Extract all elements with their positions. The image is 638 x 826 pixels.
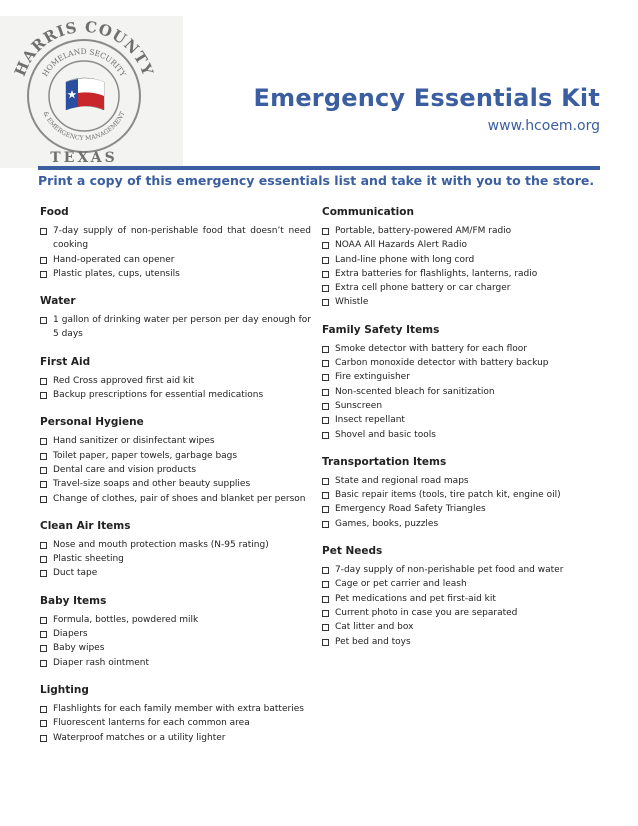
section-spacer	[322, 531, 597, 544]
checkbox-icon[interactable]	[322, 346, 329, 353]
logo	[0, 16, 183, 168]
checklist-section	[322, 323, 597, 442]
checkbox-icon[interactable]	[322, 521, 329, 528]
checklist-item	[322, 620, 597, 634]
checkbox-icon[interactable]	[40, 570, 47, 577]
checkbox-icon[interactable]	[322, 360, 329, 367]
checkbox-icon[interactable]	[40, 617, 47, 624]
checkbox-icon[interactable]	[322, 228, 329, 235]
checklist-item-label: NOAA All Hazards Alert Radio	[335, 240, 468, 251]
checklist-item	[322, 385, 597, 399]
website-link[interactable]: www.hcoem.org	[487, 118, 600, 134]
checkbox-icon[interactable]	[322, 242, 329, 249]
checklist-item	[322, 399, 597, 413]
checklist-item-label: Extra batteries for flashlights, lanterns, radio	[335, 268, 538, 279]
checklist-item	[322, 606, 597, 620]
checklist-item	[40, 566, 311, 580]
checklist-item-label: Diaper rash ointment	[53, 657, 150, 668]
checklist-item	[40, 224, 311, 253]
checkbox-icon[interactable]	[40, 660, 47, 667]
checklist-item-label: Nose and mouth protection masks (N-95 rating)	[53, 539, 269, 550]
checklist-item	[322, 635, 597, 649]
checklist-item-label: Hand sanitizer or disinfectant wipes	[53, 436, 215, 447]
checkbox-icon[interactable]	[40, 645, 47, 652]
svg-text:HOMELAND SECURITY	[40, 47, 128, 79]
checklist-item-label: Formula, bottles, powdered milk	[53, 614, 199, 625]
section-spacer	[40, 402, 311, 415]
checklist-item	[322, 474, 597, 488]
checklist-item-label: Pet medications and pet first-aid kit	[335, 593, 496, 604]
checklist-item	[322, 517, 597, 531]
left-column	[40, 205, 311, 745]
checkbox-icon[interactable]	[322, 299, 329, 306]
checklist-item-label: Smoke detector with battery for each floor	[335, 343, 527, 354]
checklist-item-label: Red Cross approved first aid kit	[53, 375, 195, 386]
checklist-item	[322, 295, 597, 309]
checkbox-icon[interactable]	[322, 257, 329, 264]
checklist-item	[40, 613, 311, 627]
checklist-section	[322, 205, 597, 310]
section-title: Water	[40, 295, 76, 308]
checklist-item-label: 1 gallon of drinking water per person per day enough for 5 days	[53, 315, 311, 340]
checklist-item-label: Land-line phone with long cord	[335, 254, 475, 265]
section-title: Personal Hygiene	[40, 416, 144, 429]
checklist-item	[40, 552, 311, 566]
checklist-item-label: Portable, battery-powered AM/FM radio	[335, 226, 512, 236]
checklist-item	[40, 374, 311, 388]
checklist-section	[40, 594, 311, 670]
logo-bottom-text: TEXAS	[50, 150, 118, 166]
header-divider	[38, 166, 600, 170]
checklist-item-label: Plastic plates, cups, utensils	[53, 268, 180, 279]
checkbox-icon[interactable]	[322, 432, 329, 439]
checkbox-icon[interactable]	[40, 317, 47, 324]
checklist-item-label: Extra cell phone battery or car charger	[335, 283, 511, 294]
checklist-section	[40, 415, 311, 505]
checkbox-icon[interactable]	[322, 610, 329, 617]
checklist-item-label: Fluorescent lanterns for each common area	[53, 718, 250, 729]
checklist-item	[40, 313, 311, 342]
section-spacer	[40, 506, 311, 519]
checklist-item-label: Flashlights for each family member with extra batteries	[53, 703, 304, 714]
checkbox-icon[interactable]	[322, 478, 329, 485]
checklist-item	[40, 449, 311, 463]
checklist-item-label: Hand-operated can opener	[53, 254, 175, 265]
section-spacer	[40, 281, 311, 294]
checkbox-icon[interactable]	[40, 720, 47, 727]
checkbox-icon[interactable]	[40, 378, 47, 385]
checkbox-icon[interactable]	[40, 735, 47, 742]
logo-ring-lower: & EMERGENCY MANAGEMENT	[41, 110, 127, 143]
section-title: First Aid	[40, 355, 91, 368]
checklist-item	[40, 627, 311, 641]
checkbox-icon[interactable]	[40, 542, 47, 549]
checkbox-icon[interactable]	[322, 506, 329, 513]
checkbox-icon[interactable]	[40, 271, 47, 278]
checklist-item-label: Travel-size soaps and other beauty supplies	[53, 479, 251, 490]
checklist-item-label: Dental care and vision products	[53, 464, 197, 475]
checklist-item-label: Shovel and basic tools	[335, 429, 436, 440]
checklist-item	[322, 502, 597, 516]
checklist-section	[322, 544, 597, 649]
checklist-item	[322, 428, 597, 442]
checklist-item	[322, 370, 597, 384]
checklist-item	[322, 224, 597, 238]
checklist-section	[40, 205, 311, 281]
checklist-item	[322, 592, 597, 606]
page-title: Emergency Essentials Kit	[253, 84, 600, 112]
checkbox-icon[interactable]	[40, 438, 47, 445]
checklist-item	[322, 356, 597, 370]
section-title: Pet Needs	[322, 545, 383, 558]
checklist-section	[40, 355, 311, 403]
checklist-item-label: Backup prescriptions for essential medications	[53, 390, 264, 401]
checklist-item-label: State and regional road maps	[335, 475, 469, 486]
checklist-item	[40, 253, 311, 267]
section-title: Transportation Items	[322, 455, 447, 468]
texas-flag-icon	[66, 78, 104, 110]
instruction-text: Print a copy of this emergency essentials list and take it with you to the store.	[38, 173, 595, 188]
checkbox-icon[interactable]	[322, 624, 329, 631]
checklist-item	[322, 281, 597, 295]
checkbox-icon[interactable]	[40, 467, 47, 474]
checklist-item-label: Baby wipes	[53, 643, 105, 654]
checklist-item-label: 7-day supply of non-perishable pet food and water	[335, 565, 564, 576]
checkbox-icon[interactable]	[40, 453, 47, 460]
checklist-item-label: Basic repair items (tools, tire patch kit, engine oil)	[335, 490, 561, 501]
checkbox-icon[interactable]	[322, 403, 329, 410]
section-title: Communication	[322, 206, 414, 218]
checklist-item	[40, 656, 311, 670]
checklist-item-label: Cage or pet carrier and leash	[335, 579, 467, 590]
checkbox-icon[interactable]	[40, 556, 47, 563]
checkbox-icon[interactable]	[40, 257, 47, 264]
checklist-section	[40, 294, 311, 342]
checkbox-icon[interactable]	[40, 496, 47, 503]
checkbox-icon[interactable]	[40, 631, 47, 638]
checklist-item	[322, 413, 597, 427]
checklist-item-label: Plastic sheeting	[53, 554, 124, 565]
section-spacer	[322, 442, 597, 455]
checkbox-icon[interactable]	[40, 392, 47, 399]
checklist-item-label: Change of clothes, pair of shoes and blanket per person	[53, 493, 306, 504]
checkbox-icon[interactable]	[322, 389, 329, 396]
checklist-item-label: Duct tape	[53, 568, 98, 579]
checklist-item-label: Current photo in case you are separated	[335, 607, 518, 618]
checklist-item	[40, 641, 311, 655]
section-spacer	[322, 310, 597, 323]
checkbox-icon[interactable]	[322, 271, 329, 278]
right-column	[322, 205, 597, 649]
checklist-item	[40, 731, 311, 745]
checkbox-icon[interactable]	[322, 285, 329, 292]
checkbox-icon[interactable]	[40, 481, 47, 488]
section-title: Family Safety Items	[322, 323, 440, 336]
checklist-item-label: Fire extinguisher	[335, 372, 410, 383]
checklist-item	[40, 716, 311, 730]
checklist-item-label: Cat litter and box	[335, 622, 414, 633]
checklist-item	[322, 238, 597, 252]
checkbox-icon[interactable]	[322, 581, 329, 588]
checklist-item	[322, 577, 597, 591]
checklist-item-label: Non-scented bleach for sanitization	[335, 386, 495, 397]
checklist-item	[322, 342, 597, 356]
section-spacer	[40, 670, 311, 683]
harris-county-seal-icon	[0, 16, 183, 168]
checklist-item-label: Sunscreen	[335, 400, 383, 411]
logo-top-text: HARRIS COUNTY	[10, 17, 158, 79]
checklist-item-label: Toilet paper, paper towels, garbage bags	[53, 450, 238, 461]
checklist-section	[322, 455, 597, 531]
checkbox-icon[interactable]	[322, 639, 329, 646]
checklist-item-label: Whistle	[335, 297, 369, 308]
checklist-item-label: 7-day supply of non-perishable food that doesn’t need cooking	[53, 226, 311, 251]
checklist-item	[322, 267, 597, 281]
checklist-item	[40, 463, 311, 477]
checklist-item	[40, 267, 311, 281]
section-spacer	[40, 342, 311, 355]
checklist-item	[40, 388, 311, 402]
checklist-item-label: Insect repellant	[335, 415, 405, 426]
checklist-item	[322, 563, 597, 577]
checklist-item-label: Waterproof matches or a utility lighter	[53, 732, 226, 743]
checkbox-icon[interactable]	[40, 228, 47, 235]
checkbox-icon[interactable]	[40, 706, 47, 713]
checklist-item	[322, 488, 597, 502]
section-title: Lighting	[40, 683, 89, 696]
section-title: Food	[40, 206, 69, 218]
section-title: Baby Items	[40, 594, 107, 607]
checklist-item	[40, 492, 311, 506]
checklist-item-label: Emergency Road Safety Triangles	[335, 504, 486, 515]
checklist-section	[40, 519, 311, 581]
checkbox-icon[interactable]	[322, 596, 329, 603]
checklist-item	[40, 477, 311, 491]
checkbox-icon[interactable]	[322, 492, 329, 499]
checklist-item	[40, 702, 311, 716]
checklist-item	[40, 538, 311, 552]
checklist-item-label: Diapers	[53, 629, 88, 640]
section-title: Clean Air Items	[40, 519, 131, 532]
checkbox-icon[interactable]	[322, 567, 329, 574]
checklist-item	[40, 434, 311, 448]
checkbox-icon[interactable]	[322, 417, 329, 424]
checklist-item-label: Games, books, puzzles	[335, 518, 439, 529]
checkbox-icon[interactable]	[322, 374, 329, 381]
checklist-item	[322, 253, 597, 267]
checklist-item-label: Pet bed and toys	[335, 636, 411, 647]
logo-ring-upper: HOMELAND SECURITY	[40, 46, 128, 79]
checklist-item-label: Carbon monoxide detector with battery backup	[335, 358, 549, 369]
section-spacer	[40, 581, 311, 594]
checklist-section	[40, 683, 311, 745]
